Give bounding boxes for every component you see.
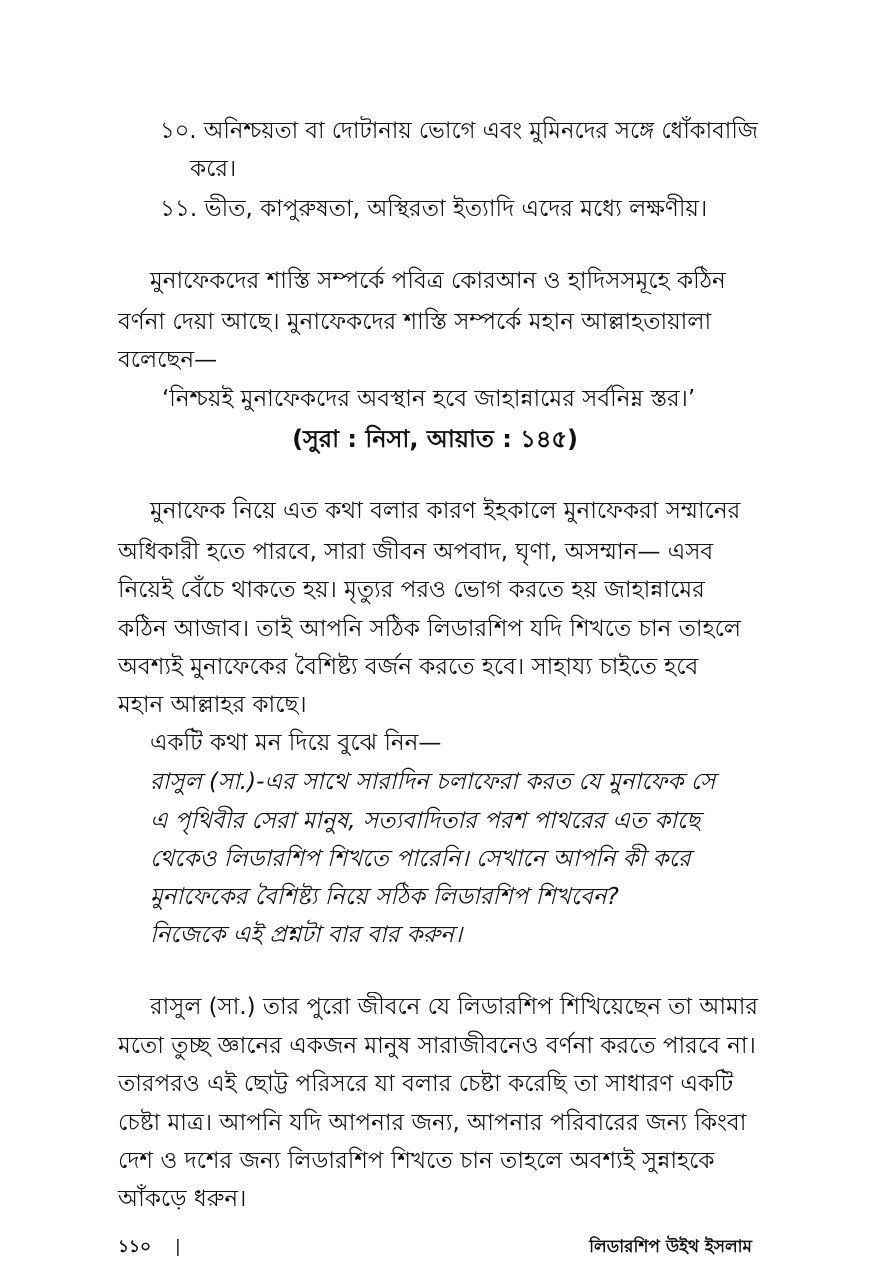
para3-line-5: দেশ ও দশের জন্য লিডারশিপ শিখতে চান তাহলে অবশ্যই সুন্নাহকে [118, 1148, 715, 1174]
para3-line-2: মতো তুচ্ছ জ্ঞানের একজন মানুষ সারাজীবনেও বর্ণনা করতে পারবে না। [118, 1033, 756, 1059]
para1-line-2: বর্ণনা দেয়া আছে। মুনাফেকদের শাস্তি সম্পর্কে মহান আল্লাহতায়ালা [118, 309, 712, 335]
para2-line-1: মুনাফেক নিয়ে এত কথা বলার কারণ ইহকালে মুনাফেকরা সম্মানের [150, 498, 741, 524]
para1-line-1: মুনাফেকদের শাস্তি সম্পর্কে পবিত্র কোরআন ও হাদিসসমূহে কঠিন [150, 268, 726, 294]
page-number: ১১০ [118, 1237, 152, 1257]
para2-line-6: মহান আল্লাহর কাছে। [118, 692, 307, 718]
para2-line-5: অবশ্যই মুনাফেকের বৈশিষ্ট্য বর্জন করতে হবে। সাহায্য চাইতে হবে [118, 654, 699, 680]
quote-reference: (সুরা : নিসা, আয়াত : ১৪৫) [292, 425, 578, 453]
para3-line-6: আঁকড়ে ধরুন। [118, 1186, 247, 1212]
para2-line-2: অধিকারী হতে পারবে, সারা জীবন অপবাদ, ঘৃণা, অসম্মান— এসব [118, 539, 714, 565]
para2-line-4: কঠিন আজাব। তাই আপনি সঠিক লিডারশিপ যদি শিখতে চান তাহলে [118, 616, 742, 642]
para3-line-3: তারপরও এই ছোট্ট পরিসরে যা বলার চেষ্টা করেছি তা সাধারণ একটি [118, 1071, 734, 1097]
para3-line-1: রাসুল (সা.) তার পুরো জীবনে যে লিডারশিপ শিখিয়েছেন তা আমার [150, 994, 758, 1020]
list-item-10-line-2: করে। [190, 156, 237, 182]
list-item-11: ১১. ভীত, কাপুরুষতা, অস্থিরতা ইত্যাদি এদের মধ্যে লক্ষণীয়। [160, 196, 708, 222]
italic-line-5: নিজেকে এই প্রশ্নটা বার বার করুন। [150, 922, 463, 948]
book-title: লিডারশিপ উইথ ইসলাম [589, 1237, 752, 1257]
italic-line-4: মুনাফেকের বৈশিষ্ট্য নিয়ে সঠিক লিডারশিপ শিখবেন? [150, 884, 619, 910]
quote-text: ‘নিশ্চয়ই মুনাফেকদের অবস্থান হবে জাহান্নামের সর্বনিম্ন স্তর।’ [162, 386, 696, 412]
footer-separator: | [175, 1237, 181, 1257]
list-item-10-line-1: ১০. অনিশ্চয়তা বা দোটানায় ভোগে এবং মুমিনদের সঙ্গে ধোঁকাবাজি [160, 118, 759, 144]
italic-line-3: থেকেও লিডারশিপ শিখতে পারেনি। সেখানে আপনি কী করে [150, 846, 691, 872]
italic-line-2: এ পৃথিবীর সেরা মানুষ, সত্যবাদিতার পরশ পাথরের এত কাছে [150, 808, 701, 834]
para3-line-4: চেষ্টা মাত্র। আপনি যদি আপনার জন্য, আপনার পরিবারের জন্য কিংবা [118, 1110, 747, 1136]
para2-line-3: নিয়েই বেঁচে থাকতে হয়। মৃত্যুর পরও ভোগ করতে হয় জাহান্নামের [118, 577, 705, 603]
para1-line-3: বলেছেন— [118, 347, 218, 373]
intro-line: একটি কথা মন দিয়ে বুঝে নিন— [150, 730, 442, 756]
italic-line-1: রাসুল (সা.)-এর সাথে সারাদিন চলাফেরা করত যে মুনাফেক সে [150, 769, 716, 795]
